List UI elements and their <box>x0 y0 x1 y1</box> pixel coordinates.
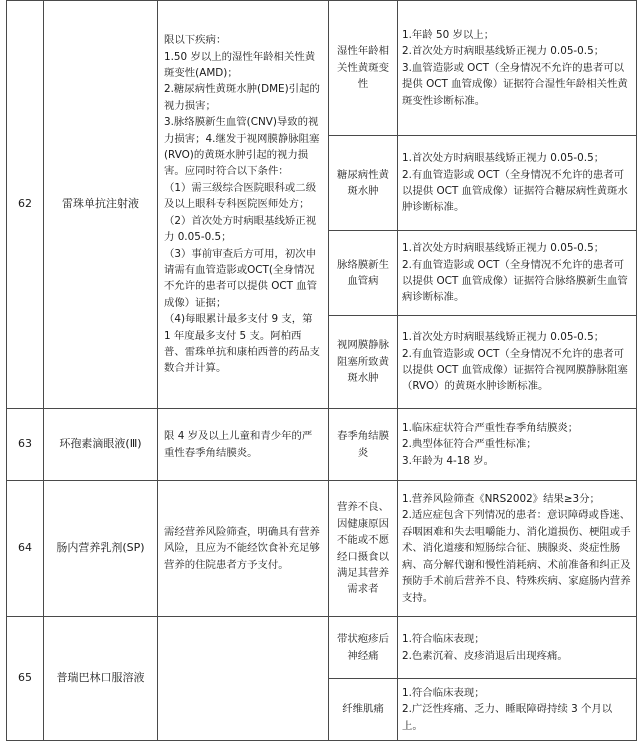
table-row <box>7 409 637 481</box>
criteria <box>398 231 637 316</box>
criteria-line: 1.营养风险筛查《NRS2002》结果≥3分； <box>402 493 600 506</box>
criteria <box>398 1 637 136</box>
criteria-line: 2.广泛性疼痛、乏力、睡眠障碍持续 3 个月以上。 <box>402 703 613 732</box>
criteria-line: 1.首次处方时病眼基线矫正视力 0.05-0.5； <box>402 152 605 165</box>
indication: 湿性年龄相关性黄斑变性 <box>329 1 398 136</box>
drug-name: 环孢素滴眼液(Ⅲ) <box>44 409 158 481</box>
criteria-line: 1.符合临床表现； <box>402 686 485 699</box>
criteria-line: 2.适应症包含下列情况的患者：意识障碍或昏迷、吞咽困难和失去咀嚼能力、消化道损伤、梗阻或手术、消化道瘘和短肠综合征、胰腺炎、炎症性肠病、高分解代谢和慢性消耗病、术前准备和纠正及预防手术前后营养不良、特殊疾病、家庭肠内营养支持。 <box>402 509 631 604</box>
criteria-line: 1.首次处方时病眼基线矫正视力 0.05-0.5； <box>402 331 605 344</box>
criteria-line: 2.色素沉着、皮疹消退后出现疼痛。 <box>402 649 568 662</box>
payment-limit <box>158 1 329 409</box>
drug-criteria-table <box>6 0 637 741</box>
criteria <box>398 617 637 679</box>
indication: 视网膜静脉阻塞所致黄斑水肿 <box>329 316 398 409</box>
limit-line: 2.糖尿病性黄斑水肿(DME)引起的视力损害； <box>164 83 320 112</box>
row-number: 62 <box>7 1 44 409</box>
criteria-line: 2.首次处方时病眼基线矫正视力 0.05-0.5； <box>402 45 605 58</box>
criteria <box>398 316 637 409</box>
table-row <box>7 481 637 617</box>
limit-line: 限 4 岁及以上儿童和青少年的严重性春季角结膜炎。 <box>164 430 313 459</box>
criteria-line: 1.首次处方时病眼基线矫正视力 0.05-0.5； <box>402 242 605 255</box>
limit-line: （4)每眼累计最多支付 9 支，第 1 年度最多支付 5 支。阿柏西普、雷珠单抗和康柏西普的药品支数合并计算。 <box>164 313 320 375</box>
criteria <box>398 136 637 231</box>
criteria-line: 2.有血管造影或 OCT（全身情况不允许的患者可以提供 OCT 血管成像）证据符合脉络膜新生血管病诊断标准。 <box>402 258 628 304</box>
criteria-line: 2.有血管造影或 OCT（全身情况不允许的患者可以提供 OCT 血管成像）证据符合糖尿病性黄斑水肿诊断标准。 <box>402 168 628 214</box>
limit-line: 需经营养风险筛查，明确具有营养风险，且应为不能经饮食补充足够营养的住院患者方予支付。 <box>164 525 320 571</box>
row-number: 64 <box>7 481 44 617</box>
row-number: 65 <box>7 617 44 741</box>
table-row <box>7 1 637 136</box>
criteria-line: 1.年龄 50 岁以上； <box>402 28 495 41</box>
criteria-line: 1.临床症状符合严重性春季角结膜炎； <box>402 421 579 434</box>
limit-line: 1.50 岁以上的湿性年龄相关性黄斑变性(AMD)； <box>164 50 316 80</box>
limit-line: （3）事前审查后方可用，初次申请需有血管造影或OCT(全身情况不允许的患者可以提供 OCT 血管成像）证据； <box>164 247 318 309</box>
criteria-line: 3.年龄为 4-18 岁。 <box>402 454 495 467</box>
row-number: 63 <box>7 409 44 481</box>
indication: 营养不良、因健康原因不能或不愿经口摄食以满足其营养需求者 <box>329 481 398 617</box>
payment-limit <box>158 481 329 617</box>
drug-name: 普瑞巴林口服溶液 <box>44 617 158 741</box>
criteria <box>398 679 637 741</box>
criteria-line: 3.血管造影或 OCT（全身情况不允许的患者可以提供 OCT 血管成像）证据符合湿性年龄相关性黄斑变性诊断标准。 <box>402 61 628 107</box>
payment-limit <box>158 409 329 481</box>
drug-name: 肠内营养乳剂(SP) <box>44 481 158 617</box>
criteria <box>398 409 637 481</box>
limit-line: 3.脉络膜新生血管(CNV)导致的视力损害；4.继发于视网膜静脉阻塞(RVO)的黄斑水肿引起的视力损害。应同时符合以下条件： <box>164 116 320 178</box>
limit-line: 限以下疾病： <box>164 34 227 47</box>
payment-limit <box>158 617 329 741</box>
indication: 带状疱疹后神经痛 <box>329 617 398 679</box>
drug-name: 雷珠单抗注射液 <box>44 1 158 409</box>
criteria-line: 2.典型体征符合严重性标准； <box>402 438 537 451</box>
indication: 春季角结膜炎 <box>329 409 398 481</box>
limit-line: （1）需三级综合医院眼科或二级及以上眼科专科医院医师处方； <box>164 181 317 211</box>
criteria-line: 2.有血管造影或 OCT（全身情况不允许的患者可以提供 OCT 血管成像）证据符合视网膜静脉阻塞（RVO）的黄斑水肿诊断标准。 <box>402 347 628 393</box>
criteria-line: 1.符合临床表现； <box>402 633 485 646</box>
indication: 纤维肌痛 <box>329 679 398 741</box>
limit-line: （2）首次处方时病眼基线矫正视力 0.05-0.5； <box>164 214 317 244</box>
indication: 糖尿病性黄斑水肿 <box>329 136 398 231</box>
criteria <box>398 481 637 617</box>
table-row <box>7 617 637 679</box>
indication: 脉络膜新生血管病 <box>329 231 398 316</box>
